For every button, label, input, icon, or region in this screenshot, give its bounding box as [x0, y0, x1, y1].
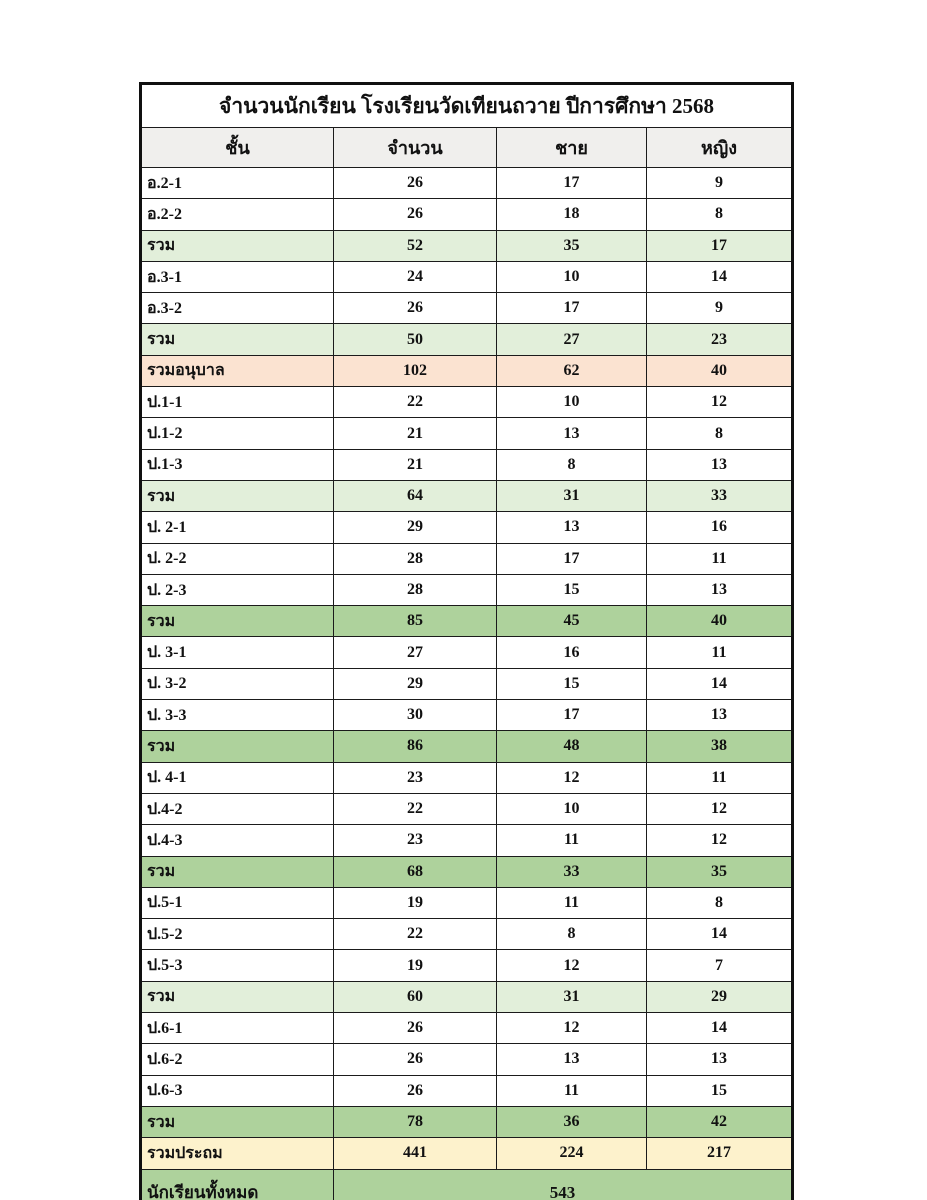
table-row — [141, 355, 793, 386]
value-cell: 23 — [334, 825, 497, 856]
value-cell: 11 — [497, 887, 647, 918]
value-cell: 26 — [334, 168, 497, 199]
value-cell: 10 — [497, 387, 647, 418]
class-label-cell: รวม — [141, 1106, 334, 1137]
value-cell: 17 — [497, 293, 647, 324]
table-row — [141, 449, 793, 480]
value-cell: 13 — [497, 512, 647, 543]
table-row — [141, 731, 793, 762]
value-cell: 29 — [334, 668, 497, 699]
value-cell: 28 — [334, 574, 497, 605]
value-cell: 29 — [647, 981, 793, 1012]
table-row — [141, 856, 793, 887]
table-row — [141, 387, 793, 418]
value-cell: 10 — [497, 261, 647, 292]
value-cell: 12 — [497, 762, 647, 793]
table-row — [141, 762, 793, 793]
value-cell: 11 — [497, 825, 647, 856]
value-cell: 12 — [647, 387, 793, 418]
value-cell: 27 — [497, 324, 647, 355]
class-label-cell: ป.6-1 — [141, 1013, 334, 1044]
value-cell: 13 — [647, 449, 793, 480]
value-cell: 50 — [334, 324, 497, 355]
value-cell: 19 — [334, 950, 497, 981]
value-cell: 8 — [497, 919, 647, 950]
value-cell: 38 — [647, 731, 793, 762]
header-count: จำนวน — [334, 128, 497, 168]
class-label-cell: ป. 2-3 — [141, 574, 334, 605]
grand-total-value: 543 — [334, 1169, 793, 1200]
table-title: จำนวนนักเรียน โรงเรียนวัดเทียนถวาย ปีการศึกษา 2568 — [141, 84, 793, 128]
value-cell: 15 — [497, 574, 647, 605]
value-cell: 16 — [647, 512, 793, 543]
student-count-table — [139, 82, 794, 1200]
class-label-cell: ป. 3-3 — [141, 700, 334, 731]
value-cell: 8 — [497, 449, 647, 480]
class-label-cell: ป. 4-1 — [141, 762, 334, 793]
class-label-cell: ป.5-3 — [141, 950, 334, 981]
value-cell: 11 — [647, 762, 793, 793]
class-label-cell: รวม — [141, 480, 334, 511]
value-cell: 11 — [647, 637, 793, 668]
value-cell: 31 — [497, 981, 647, 1012]
class-label-cell: ป. 2-1 — [141, 512, 334, 543]
value-cell: 9 — [647, 168, 793, 199]
value-cell: 26 — [334, 1013, 497, 1044]
class-label-cell: รวมอนุบาล — [141, 355, 334, 386]
value-cell: 36 — [497, 1106, 647, 1137]
value-cell: 14 — [647, 1013, 793, 1044]
value-cell: 217 — [647, 1138, 793, 1169]
table-row — [141, 261, 793, 292]
value-cell: 28 — [334, 543, 497, 574]
value-cell: 26 — [334, 1044, 497, 1075]
value-cell: 13 — [647, 1044, 793, 1075]
value-cell: 16 — [497, 637, 647, 668]
value-cell: 12 — [647, 825, 793, 856]
value-cell: 64 — [334, 480, 497, 511]
value-cell: 9 — [647, 293, 793, 324]
table-row — [141, 168, 793, 199]
class-label-cell: รวมประถม — [141, 1138, 334, 1169]
class-label-cell: รวม — [141, 606, 334, 637]
value-cell: 13 — [647, 700, 793, 731]
value-cell: 21 — [334, 418, 497, 449]
class-label-cell: อ.2-1 — [141, 168, 334, 199]
table-row — [141, 324, 793, 355]
value-cell: 24 — [334, 261, 497, 292]
table-row — [141, 512, 793, 543]
value-cell: 86 — [334, 731, 497, 762]
class-label-cell: รวม — [141, 230, 334, 261]
value-cell: 11 — [647, 543, 793, 574]
table-row — [141, 793, 793, 824]
value-cell: 85 — [334, 606, 497, 637]
value-cell: 14 — [647, 668, 793, 699]
value-cell: 17 — [497, 543, 647, 574]
table-row — [141, 668, 793, 699]
value-cell: 78 — [334, 1106, 497, 1137]
class-label-cell: ป.6-2 — [141, 1044, 334, 1075]
class-label-cell: ป.4-2 — [141, 793, 334, 824]
value-cell: 13 — [647, 574, 793, 605]
value-cell: 12 — [497, 950, 647, 981]
value-cell: 30 — [334, 700, 497, 731]
class-label-cell: อ.3-2 — [141, 293, 334, 324]
value-cell: 62 — [497, 355, 647, 386]
class-label-cell: ป. 2-2 — [141, 543, 334, 574]
class-label-cell: ป.1-3 — [141, 449, 334, 480]
table-row — [141, 606, 793, 637]
table-row — [141, 1013, 793, 1044]
value-cell: 15 — [497, 668, 647, 699]
value-cell: 14 — [647, 919, 793, 950]
value-cell: 23 — [647, 324, 793, 355]
table-row — [141, 637, 793, 668]
value-cell: 8 — [647, 887, 793, 918]
table-row — [141, 574, 793, 605]
table-row — [141, 887, 793, 918]
class-label-cell: ป.1-1 — [141, 387, 334, 418]
value-cell: 60 — [334, 981, 497, 1012]
value-cell: 17 — [647, 230, 793, 261]
value-cell: 33 — [497, 856, 647, 887]
title-row — [141, 84, 793, 128]
value-cell: 35 — [647, 856, 793, 887]
value-cell: 224 — [497, 1138, 647, 1169]
grand-total-row — [141, 1169, 793, 1200]
value-cell: 8 — [647, 199, 793, 230]
value-cell: 15 — [647, 1075, 793, 1106]
value-cell: 40 — [647, 606, 793, 637]
value-cell: 52 — [334, 230, 497, 261]
value-cell: 22 — [334, 387, 497, 418]
class-label-cell: ป.1-2 — [141, 418, 334, 449]
table-row — [141, 919, 793, 950]
value-cell: 19 — [334, 887, 497, 918]
value-cell: 11 — [497, 1075, 647, 1106]
value-cell: 7 — [647, 950, 793, 981]
student-table-body — [141, 168, 793, 1200]
value-cell: 12 — [647, 793, 793, 824]
student-count-table-wrap — [139, 82, 794, 1200]
class-label-cell: ป.5-1 — [141, 887, 334, 918]
table-row — [141, 981, 793, 1012]
header-class: ชั้น — [141, 128, 334, 168]
table-row — [141, 1138, 793, 1169]
table-row — [141, 1044, 793, 1075]
value-cell: 21 — [334, 449, 497, 480]
value-cell: 26 — [334, 1075, 497, 1106]
value-cell: 68 — [334, 856, 497, 887]
value-cell: 45 — [497, 606, 647, 637]
class-label-cell: รวม — [141, 324, 334, 355]
value-cell: 40 — [647, 355, 793, 386]
table-row — [141, 199, 793, 230]
class-label-cell: ป. 3-2 — [141, 668, 334, 699]
value-cell: 33 — [647, 480, 793, 511]
value-cell: 31 — [497, 480, 647, 511]
table-row — [141, 480, 793, 511]
table-row — [141, 700, 793, 731]
class-label-cell: รวม — [141, 981, 334, 1012]
value-cell: 29 — [334, 512, 497, 543]
value-cell: 441 — [334, 1138, 497, 1169]
value-cell: 12 — [497, 1013, 647, 1044]
value-cell: 13 — [497, 418, 647, 449]
class-label-cell: รวม — [141, 856, 334, 887]
table-row — [141, 950, 793, 981]
table-row — [141, 293, 793, 324]
value-cell: 22 — [334, 793, 497, 824]
class-label-cell: รวม — [141, 731, 334, 762]
value-cell: 42 — [647, 1106, 793, 1137]
value-cell: 18 — [497, 199, 647, 230]
value-cell: 35 — [497, 230, 647, 261]
class-label-cell: ป. 3-1 — [141, 637, 334, 668]
table-row — [141, 1106, 793, 1137]
class-label-cell: ป.6-3 — [141, 1075, 334, 1106]
value-cell: 26 — [334, 293, 497, 324]
class-label-cell: อ.2-2 — [141, 199, 334, 230]
value-cell: 10 — [497, 793, 647, 824]
value-cell: 8 — [647, 418, 793, 449]
value-cell: 22 — [334, 919, 497, 950]
table-row — [141, 543, 793, 574]
value-cell: 17 — [497, 700, 647, 731]
table-row — [141, 1075, 793, 1106]
class-label-cell: ป.4-3 — [141, 825, 334, 856]
value-cell: 26 — [334, 199, 497, 230]
grand-total-label: นักเรียนทั้งหมด — [141, 1169, 334, 1200]
value-cell: 13 — [497, 1044, 647, 1075]
value-cell: 48 — [497, 731, 647, 762]
table-row — [141, 230, 793, 261]
class-label-cell: ป.5-2 — [141, 919, 334, 950]
header-female: หญิง — [647, 128, 793, 168]
value-cell: 27 — [334, 637, 497, 668]
header-male: ชาย — [497, 128, 647, 168]
header-row — [141, 128, 793, 168]
table-row — [141, 825, 793, 856]
value-cell: 23 — [334, 762, 497, 793]
value-cell: 102 — [334, 355, 497, 386]
class-label-cell: อ.3-1 — [141, 261, 334, 292]
value-cell: 14 — [647, 261, 793, 292]
value-cell: 17 — [497, 168, 647, 199]
table-row — [141, 418, 793, 449]
